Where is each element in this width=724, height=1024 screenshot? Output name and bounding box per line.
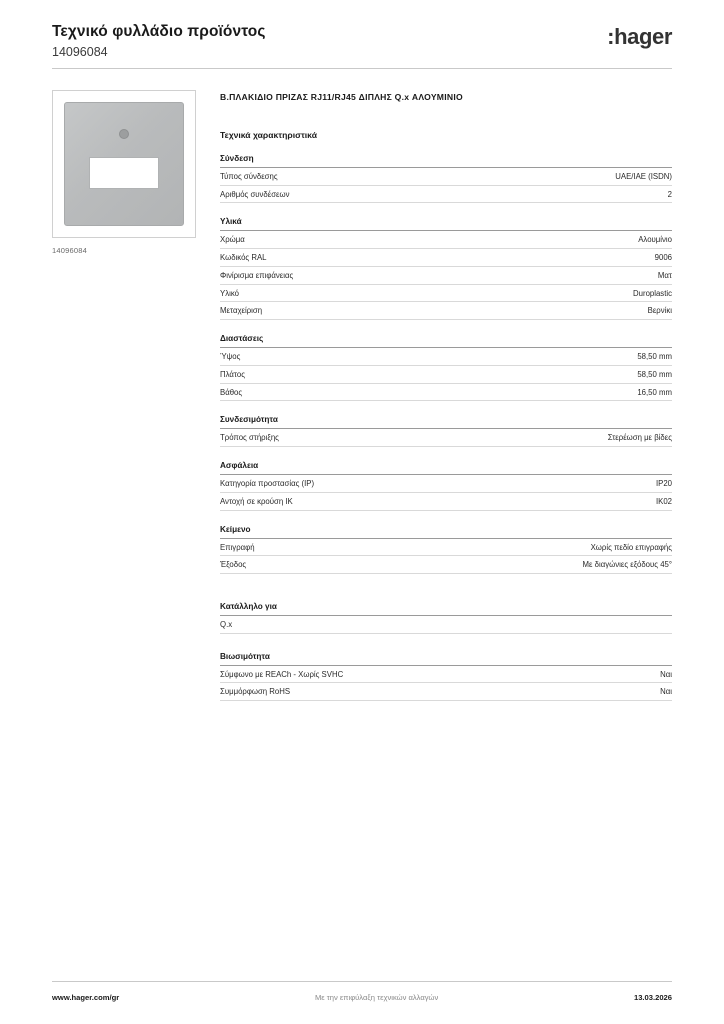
spec-row: [220, 186, 672, 204]
document-header: [52, 22, 672, 66]
spacer: [220, 634, 672, 652]
spec-row: [220, 666, 672, 684]
hager-logo: :hager: [607, 24, 672, 49]
plate-window: [89, 157, 159, 189]
spec-label: Τρόπος στήριξης: [220, 433, 279, 443]
spec-value: Ματ: [657, 270, 672, 280]
footer-date: 13.03.2026: [633, 993, 672, 1002]
spec-label: Πλάτος: [220, 369, 245, 379]
header-divider: [52, 68, 672, 69]
product-figure: [52, 90, 196, 255]
spec-group-title: Βιωσιμότητα: [220, 652, 672, 666]
spacer: [220, 203, 672, 217]
spec-row: [220, 384, 672, 402]
spec-group: [220, 415, 672, 447]
spec-row: [220, 302, 672, 320]
spec-label: Τύπος σύνδεσης: [220, 172, 278, 181]
spec-value: UAE/IAE (ISDN): [615, 172, 672, 181]
spec-group: [220, 525, 672, 574]
spec-label: Μεταχείριση: [220, 306, 263, 316]
spec-group-title: Διαστάσεις: [220, 334, 672, 348]
spec-group-title: Συνδεσιμότητα: [220, 415, 672, 429]
spec-label: Αντοχή σε κρούση IK: [220, 496, 293, 506]
spec-label: Υλικό: [220, 288, 239, 298]
spec-group: [220, 217, 672, 320]
spec-label: Q.x: [220, 620, 233, 630]
spec-value: Χωρίς πεδίο επιγραφής: [590, 542, 672, 552]
spec-value: 16,50 mm: [637, 387, 672, 397]
page-title: Τεχνικό φυλλάδιο προϊόντος: [52, 23, 266, 40]
footer-note: Με την επιφύλαξη τεχνικών αλλαγών: [314, 993, 439, 1002]
spec-value: 9006: [654, 253, 672, 263]
spec-row: [220, 231, 672, 249]
spec-row: [220, 683, 672, 701]
footer-website-link[interactable]: www.hager.com/gr: [52, 993, 120, 1002]
spec-value: Duroplastic: [633, 288, 672, 298]
figure-caption: 14096084: [52, 246, 87, 255]
spec-group: [220, 602, 672, 634]
spec-value: Βερνίκι: [647, 306, 672, 316]
product-name: Β.ΠΛΑΚΙΔΙΟ ΠΡΙΖΑΣ RJ11/RJ45 ΔΙΠΛΗΣ Q.x ΑΛΟΥΜΙΝΙΟ: [220, 92, 463, 102]
spec-value: Με διαγώνιες εξόδους 45°: [582, 560, 672, 570]
spec-value: Ναι: [660, 687, 672, 697]
spec-group: [220, 334, 672, 401]
spec-group-title: Ασφάλεια: [220, 461, 672, 475]
spec-row: [220, 429, 672, 447]
spec-value: 58,50 mm: [637, 352, 672, 362]
product-image: [52, 90, 196, 238]
spec-group: [220, 154, 672, 203]
spec-value: Ναι: [660, 669, 672, 679]
spec-group-title: Υλικά: [220, 217, 672, 231]
header-titles: [52, 22, 266, 61]
spec-label: Κατηγορία προστασίας (IP): [220, 479, 315, 489]
spec-row: [220, 168, 672, 186]
spec-label: Αριθμός συνδέσεων: [220, 189, 290, 199]
spec-group-title: Κείμενο: [220, 525, 672, 539]
spec-label: Φινίρισμα επιφάνειας: [220, 270, 294, 280]
page-subtitle: 14096084: [52, 44, 108, 59]
spec-row: [220, 475, 672, 493]
spec-label: Ύψος: [220, 352, 241, 362]
spec-row: [220, 556, 672, 574]
spec-group: [220, 652, 672, 701]
specs-heading: Τεχνικά χαρακτηριστικά: [220, 130, 317, 140]
spec-row: [220, 348, 672, 366]
spec-value: IK02: [655, 496, 672, 506]
spec-value: Αλουμίνιο: [638, 235, 672, 245]
plate-dot-icon: [119, 129, 129, 139]
spacer: [220, 401, 672, 415]
spec-label: Επιγραφή: [220, 542, 255, 552]
spec-label: Έξοδος: [220, 560, 247, 570]
spec-value: 2: [667, 189, 672, 199]
spec-label: Κωδικός RAL: [220, 253, 267, 263]
spec-row: [220, 285, 672, 303]
spec-label: Συμμόρφωση RoHS: [220, 687, 291, 697]
spacer: [220, 574, 672, 602]
spec-row: [220, 616, 672, 634]
spec-row: [220, 493, 672, 511]
spec-row: [220, 267, 672, 285]
spec-value: IP20: [655, 479, 672, 489]
spec-row: [220, 539, 672, 557]
spec-row: [220, 249, 672, 267]
footer-divider: [52, 981, 672, 982]
document-footer: [52, 993, 672, 1002]
spacer: [220, 320, 672, 334]
spec-group-title: Κατάλληλο για: [220, 602, 672, 616]
specifications-area: [220, 92, 672, 701]
spec-group: [220, 461, 672, 510]
spec-label: Βάθος: [220, 387, 243, 397]
spacer: [220, 511, 672, 525]
socket-plate-illustration: [64, 102, 184, 226]
spec-row: [220, 366, 672, 384]
spec-label: Σύμφωνο με REACh - Χωρίς SVHC: [220, 669, 344, 679]
spec-group-title: Σύνδεση: [220, 154, 672, 168]
spacer: [220, 447, 672, 461]
spec-value: Στερέωση με βίδες: [607, 433, 672, 443]
spec-value: 58,50 mm: [637, 369, 672, 379]
spec-label: Χρώμα: [220, 235, 245, 245]
